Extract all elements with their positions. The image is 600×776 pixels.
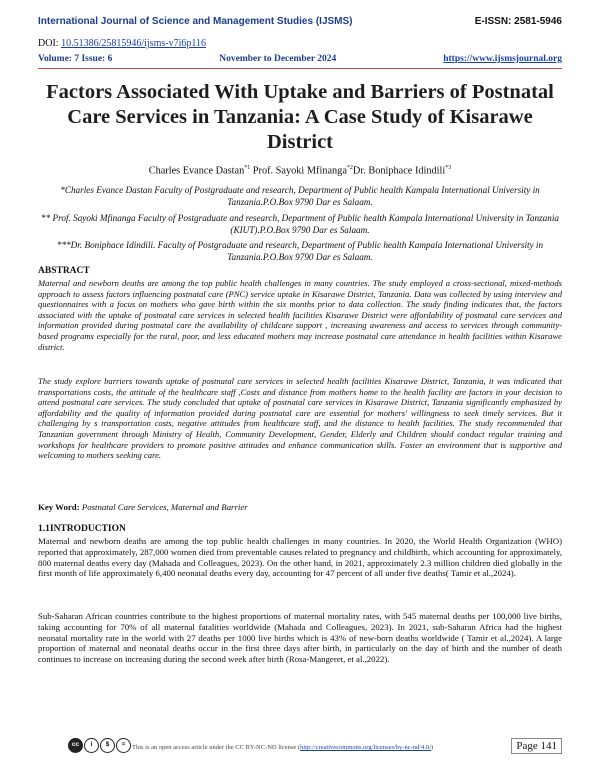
license-suffix: ) (431, 744, 434, 751)
attribution-icon: i (84, 738, 99, 753)
keywords-text: Postnatal Care Services, Maternal and Barrier (79, 502, 248, 512)
doi-link[interactable]: 10.51386/25815946/ijsms-v7i6p116 (61, 38, 206, 49)
issue-date: November to December 2024 (219, 54, 337, 64)
author-2-mark: *2 (346, 165, 353, 171)
paper-title: Factors Associated With Uptake and Barriers of Postnatal Care Services in Tanzania: A Case Study of Kisarawe District (46, 81, 554, 153)
affiliation-3: ***Dr. Boniphace Idindili. Faculty of Postgraduate and research, Department of Public health Kampala International University in Tanzania.P.O.Box 9790 Dar es Salaam. (56, 240, 544, 262)
cc-icon: cc (68, 738, 83, 753)
issn: E-ISSN: 2581-5946 (474, 16, 562, 27)
noderivatives-icon: = (116, 738, 131, 753)
author-list (40, 165, 560, 176)
author-1-mark: *1 (244, 165, 251, 171)
volume-issue: Volume: 7 Issue: 6 (38, 54, 113, 64)
doi-label: DOI: (38, 38, 62, 49)
introduction-paragraph-1: Maternal and newborn deaths are among the top public health challenges in many countries. In 2020, the World Health Organization (WHO) reported that approximately, 287,000 women died from preventable causes related to pregnancy and childbirth, which accounting for approximately, 800 maternal deaths every day (Mahada and Colleagues, 2023). On the other hand, in 2021, approximately 2.3 million children died globally in the first month of life approximately 6,400 neonatal deaths every day, accounting for 47 percent of all under five deaths( Tamir et al.,2024). (38, 536, 562, 579)
license-prefix: This is an open access article under the CC BY-NC-ND license ( (132, 744, 301, 751)
author-1: Charles Evance Dastan (148, 165, 245, 177)
author-2: Prof. Sayoki Mfinanga (252, 165, 347, 177)
license-text (132, 744, 433, 751)
header-divider (38, 68, 562, 69)
issue-line (38, 54, 562, 64)
noncommercial-icon: $ (100, 738, 115, 753)
abstract-paragraph-2: The study explore barriers towards uptake of postnatal care services in selected health facilities Kisarawe District, Tanzania, it was indicated that transportations costs, the attitude of the healthcare staff ,Costs and distance from mothers home to the health facility are factors in your decision to attend postnatal care services. The study concluded that uptake of postnatal care services in Kisarawe District, Tanzania significantly emphasized by affordability and the quality of information provided during postnatal care are essential for mothers' willingness to seek timely services. But it challenging by s transportation costs, negative attitudes from healthcare staff, and the distance to health facilities. The study recommended that Tanzanian government through Ministry of Health, Community Development, Gender, Elderly and Children should conduct regular training and workshops for healthcare providers to promote positive attitudes and enhance communication skills. Foster an environment that is supportive and welcoming to mothers seeking care. (38, 376, 562, 461)
page-number: Page 141 (511, 738, 562, 754)
author-3-mark: *3 (445, 165, 452, 171)
abstract-heading: ABSTRACT (38, 266, 90, 276)
affiliation-2: ** Prof. Sayoki Mfinanga Faculty of Postgraduate and research, Department of Public health Kampala International University in Tanzania (KIUT).P.O.Box 9790 Dar es Salaam. (41, 213, 559, 235)
affiliation-1: *Charles Evance Dastan Faculty of Postgraduate and research, Department of Public health Kampala International University in Tanzania.P.O.Box 9790 Dar es Salaam. (60, 185, 540, 207)
abstract-paragraph-1: Maternal and newborn deaths are among the top public health challenges in many countries. The study employed a cross-sectional, mixed-methods approach to assess factors influencing postnatal care (PNC) service uptake in Kisarawe District, Tanzania. Data was collected by using interview and questionnaires with a focus on mothers who gave birth within the six months prior to data collection. The study finding indicates that, the factors associated with the uptake of postnatal care services in selected health facilities Kisarawe District were affordability of postnatal care services and information provided during postnatal care the availability of childcare support , increasing awareness and access to services through community-based programs especially for the rural, poor, and less educated mothers may increase postnatal care attendance in health facilities within Kisarawe district. (38, 278, 562, 352)
keywords-label: Key Word: (38, 502, 80, 512)
author-3: Dr. Boniphace Idindili (352, 165, 446, 177)
license-link[interactable]: http://creativecommons.org/licenses/by-nc-nd/4.0/ (300, 744, 431, 751)
page-footer (38, 736, 562, 758)
journal-name: International Journal of Science and Management Studies (IJSMS) (38, 16, 353, 27)
journal-url[interactable]: https://www.ijsmsjournal.org (443, 54, 562, 64)
keywords (38, 502, 248, 512)
doi-line (38, 38, 206, 49)
introduction-paragraph-2: Sub-Saharan African countries contribute to the highest proportions of maternal mortality rates, with 545 maternal deaths per 100,000 live births, taking accounting for 70% of all maternal fatalities worldwide (Mahada and Colleagues, 2023). In 2021, sub-Saharan Africa had the highest neonatal mortality rate in the world with 27 deaths per 1000 live births which is 43% of new-born deaths worldwide ( Tamir et al.,2024). A large proportion of maternal and neonatal deaths occur in the first three days after birth, in particularly on the day of birth and the number of death continues to increase on increasing during the second week after birth (Rosa-Mangeret, et al.,2022). (38, 611, 562, 665)
journal-header (38, 16, 562, 27)
introduction-heading: 1.1INTRODUCTION (38, 524, 126, 534)
cc-license-badge (68, 738, 131, 753)
